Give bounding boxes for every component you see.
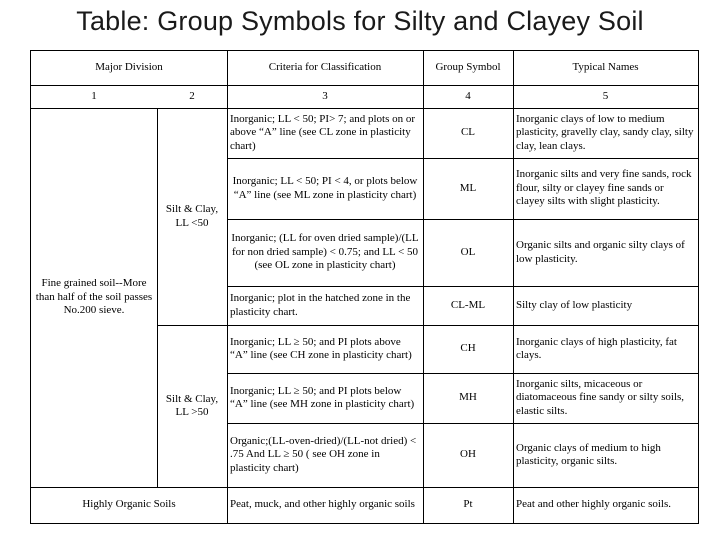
header-typical-names: Typical Names — [572, 61, 639, 74]
group-symbol-cell: OH — [460, 448, 476, 461]
group-symbol-cell: OL — [460, 245, 476, 258]
group-symbol-cell: ML — [459, 181, 477, 194]
criteria-cell: Inorganic; (LL for oven dried sample)/(LL for non dried sample) < 0.75; and LL < 50 (see OL zone in plasticity chart) — [231, 232, 419, 272]
major-division-fine-grained: Fine grained soil--More than half of the soil passes No.200 sieve. — [35, 277, 153, 317]
criteria-cell: Inorganic; plot in the hatched zone in the plasticity chart. — [230, 292, 411, 318]
group-symbol-cell: CL-ML — [450, 298, 486, 311]
group-symbol-cell: Pt — [463, 498, 473, 511]
criteria-cell: Inorganic; LL ≥ 50; and PI plots below “A” line (see MH zone in plasticity chart) — [230, 384, 415, 410]
major-division-highly-organic: Highly Organic Soils — [82, 498, 176, 511]
typical-name-cell: Inorganic silts, micaceous or diatomaceous fine sandy or silty soils, elastic silts. — [516, 377, 685, 417]
criteria-cell: Inorganic; LL < 50; PI < 4, or plots below “A” line (see ML zone in plasticity chart) — [232, 175, 418, 201]
column-number: 2 — [189, 89, 195, 102]
column-number: 3 — [322, 89, 328, 102]
column-number: 4 — [465, 89, 471, 102]
typical-name-cell: Inorganic clays of low to medium plasticity, gravelly clay, sandy clay, silty clay, lean clays. — [516, 112, 694, 152]
typical-name-cell: Silty clay of low plasticity — [516, 298, 633, 311]
typical-name-cell: Organic clays of medium to high plasticity, organic silts. — [516, 441, 661, 467]
page-title: Table: Group Symbols for Silty and Clayey Soil — [76, 6, 644, 36]
header-group-symbol: Group Symbol — [435, 61, 501, 74]
group-symbol-cell: CL — [460, 126, 476, 139]
typical-name-cell: Inorganic clays of high plasticity, fat clays. — [516, 335, 677, 361]
header-criteria: Criteria for Classification — [268, 61, 382, 74]
header-major-division: Major Division — [95, 61, 163, 74]
column-number: 5 — [602, 89, 609, 102]
subdivision-ll-lt-50: Silt & Clay, LL <50 — [165, 203, 219, 229]
typical-name-cell: Inorganic silts and very fine sands, rock flour, silty or clayey fine sands or clayey silts with slight plasticity. — [516, 168, 692, 208]
criteria-cell: Peat, muck, and other highly organic soils — [230, 498, 415, 511]
criteria-cell: Inorganic; LL ≥ 50; and PI plots above “A” line (see CH zone in plasticity chart) — [230, 335, 412, 361]
typical-name-cell: Peat and other highly organic soils. — [516, 498, 671, 511]
subdivision-ll-gt-50: Silt & Clay, LL >50 — [165, 392, 219, 418]
column-divider — [157, 108, 158, 487]
column-number: 1 — [91, 89, 97, 102]
group-symbol-cell: CH — [460, 342, 476, 355]
criteria-cell: Organic;(LL-oven-dried)/(LL-not dried) < .75 And LL ≥ 50 ( see OH zone in plasticity chart) — [230, 434, 417, 474]
criteria-cell: Inorganic; LL < 50; PI> 7; and plots on or above “A” line (see CL zone in plasticity chart) — [230, 112, 416, 152]
group-symbol-cell: MH — [459, 391, 477, 404]
classification-table — [30, 50, 699, 524]
typical-name-cell: Organic silts and organic silty clays of low plasticity. — [516, 239, 685, 265]
